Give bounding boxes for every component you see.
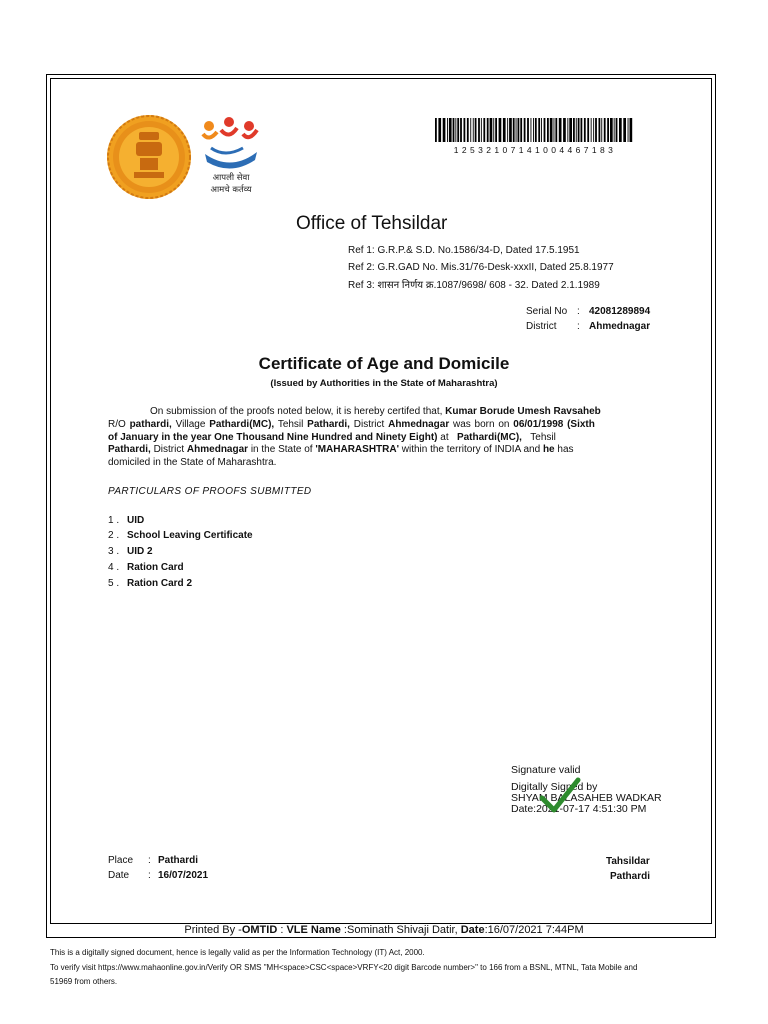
- authority-title: Tahsildar: [606, 856, 650, 867]
- signature-date: Date:2021-07-17 4:51:30 PM: [511, 803, 647, 815]
- certificate-subtitle: (Issued by Authorities in the State of Maharashtra): [270, 378, 498, 389]
- proof-item: UID 2: [127, 546, 153, 557]
- maharashtra-emblem-icon: [106, 114, 192, 200]
- body-intro: On submission of the proofs noted below, it is hereby certifed that,: [150, 406, 443, 417]
- date-colon: :: [148, 870, 151, 881]
- signature-line-1: Digitally Signed by: [511, 781, 598, 793]
- body-line-3: [108, 432, 556, 443]
- seva-line1: आपली सेवा: [212, 173, 250, 183]
- place-label: Place: [108, 855, 134, 866]
- print-date-label: Date: [460, 924, 485, 936]
- office-title: Office of Tehsildar: [296, 213, 448, 234]
- body-text: Village: [175, 419, 206, 430]
- body-text: at: [440, 432, 449, 443]
- district-colon: :: [577, 321, 580, 332]
- tehsil: Pathardi,: [307, 419, 350, 430]
- separator: :: [277, 924, 287, 936]
- authority-place: Pathardi: [610, 871, 651, 882]
- ref-1: Ref 1: G.R.P.& S.D. No.1586/34-D, Dated 17.5.1951: [348, 245, 580, 256]
- date-value: 16/07/2021: [158, 870, 209, 881]
- place-colon: :: [148, 855, 151, 866]
- proof-number: 5 .: [108, 578, 120, 589]
- body-text: District: [153, 444, 185, 455]
- seva-line2: आमचे कर्तव्य: [210, 185, 252, 195]
- print-date-value: :16/07/2021 7:44PM: [484, 924, 584, 936]
- body-line-1: [150, 406, 601, 417]
- signature-signer: SHYAM BALASAHEB WADKAR: [511, 792, 662, 804]
- district: Ahmednagar: [186, 444, 249, 455]
- body-text: in the State of: [250, 444, 313, 455]
- district-label: District: [526, 321, 557, 332]
- body-text: was born on: [453, 419, 510, 430]
- barcode-number: 12532107141004467183: [453, 145, 617, 155]
- certificate-title: Certificate of Age and Domicile: [258, 354, 510, 373]
- proof-number: 1 .: [108, 515, 120, 526]
- district: Ahmednagar: [388, 419, 450, 430]
- body-line-4: [108, 444, 574, 455]
- body-text: Tehsil: [277, 419, 304, 430]
- date-label: Date: [108, 870, 130, 881]
- proof-number: 2 .: [108, 530, 120, 541]
- signature-status: Signature valid: [511, 764, 581, 776]
- particulars-heading: PARTICULARS OF PROOFS SUBMITTED: [108, 486, 312, 497]
- birth-date: 06/01/1998 (Sixth: [513, 419, 595, 430]
- verify-note: To verify visit https://www.mahaonline.gov.in/Verify OR SMS "MH<space>CSC<space>VRFY<20 digit Barcode number>" to 166 from a BSNL, MTNL, Tata Mobile and: [50, 963, 638, 972]
- aapli-seva-logo-icon: [195, 114, 267, 200]
- vle-value: :Sominath Shivaji Datir,: [340, 924, 461, 936]
- village: Pathardi(MC),: [209, 419, 275, 430]
- body-text: Tehsil: [530, 432, 556, 443]
- body-line-2: [108, 419, 595, 430]
- body-text: R/O: [108, 419, 126, 430]
- printed-by-line: [0, 924, 768, 936]
- birth-place: Pathardi(MC),: [456, 432, 522, 443]
- body-text: has: [557, 444, 574, 455]
- legal-note: This is a digitally signed document, hence is legally valid as per the Information Technology (IT) Act, 2000.: [50, 948, 425, 957]
- ref-2: Ref 2: G.R.GAD No. Mis.31/76-Desk-xxxII, Dated 25.8.1977: [348, 262, 614, 273]
- serial-label: Serial No: [526, 306, 568, 317]
- district-value: Ahmednagar: [589, 321, 651, 332]
- body-text: District: [353, 419, 385, 430]
- serial-colon: :: [577, 306, 580, 317]
- omtid: OMTID: [241, 924, 278, 936]
- barcode-icon: [435, 118, 635, 142]
- proof-item: Ration Card 2: [127, 578, 193, 589]
- proof-number: 4 .: [108, 562, 120, 573]
- tehsil: Pathardi,: [108, 444, 151, 455]
- state: 'MAHARASHTRA': [315, 444, 399, 455]
- ref-3: Ref 3: शासन निर्णय क्र.1087/9698/ 608 - 32. Dated 2.1.1989: [348, 280, 600, 291]
- pronoun: he: [542, 444, 555, 455]
- place-value: Pathardi: [158, 855, 199, 866]
- verify-note-cont: 51969 from others.: [50, 977, 118, 986]
- proof-item: UID: [127, 515, 145, 526]
- vle-label: VLE Name: [286, 924, 341, 936]
- printed-by-prefix: Printed By -: [184, 924, 242, 936]
- proof-item: Ration Card: [127, 562, 184, 573]
- birth-date-words: of January in the year One Thousand Nine Hundred and Ninety Eight): [108, 432, 438, 443]
- body-line-5: domiciled in the State of Maharashtra.: [108, 457, 277, 468]
- applicant-name: Kumar Borude Umesh Ravsaheb: [445, 406, 601, 417]
- proof-number: 3 .: [108, 546, 120, 557]
- residence: pathardi,: [129, 419, 172, 430]
- body-text: within the territory of INDIA and: [401, 444, 541, 455]
- signature-valid-check-icon: [538, 776, 582, 816]
- proof-item: School Leaving Certificate: [127, 530, 253, 541]
- serial-value: 42081289894: [589, 306, 651, 317]
